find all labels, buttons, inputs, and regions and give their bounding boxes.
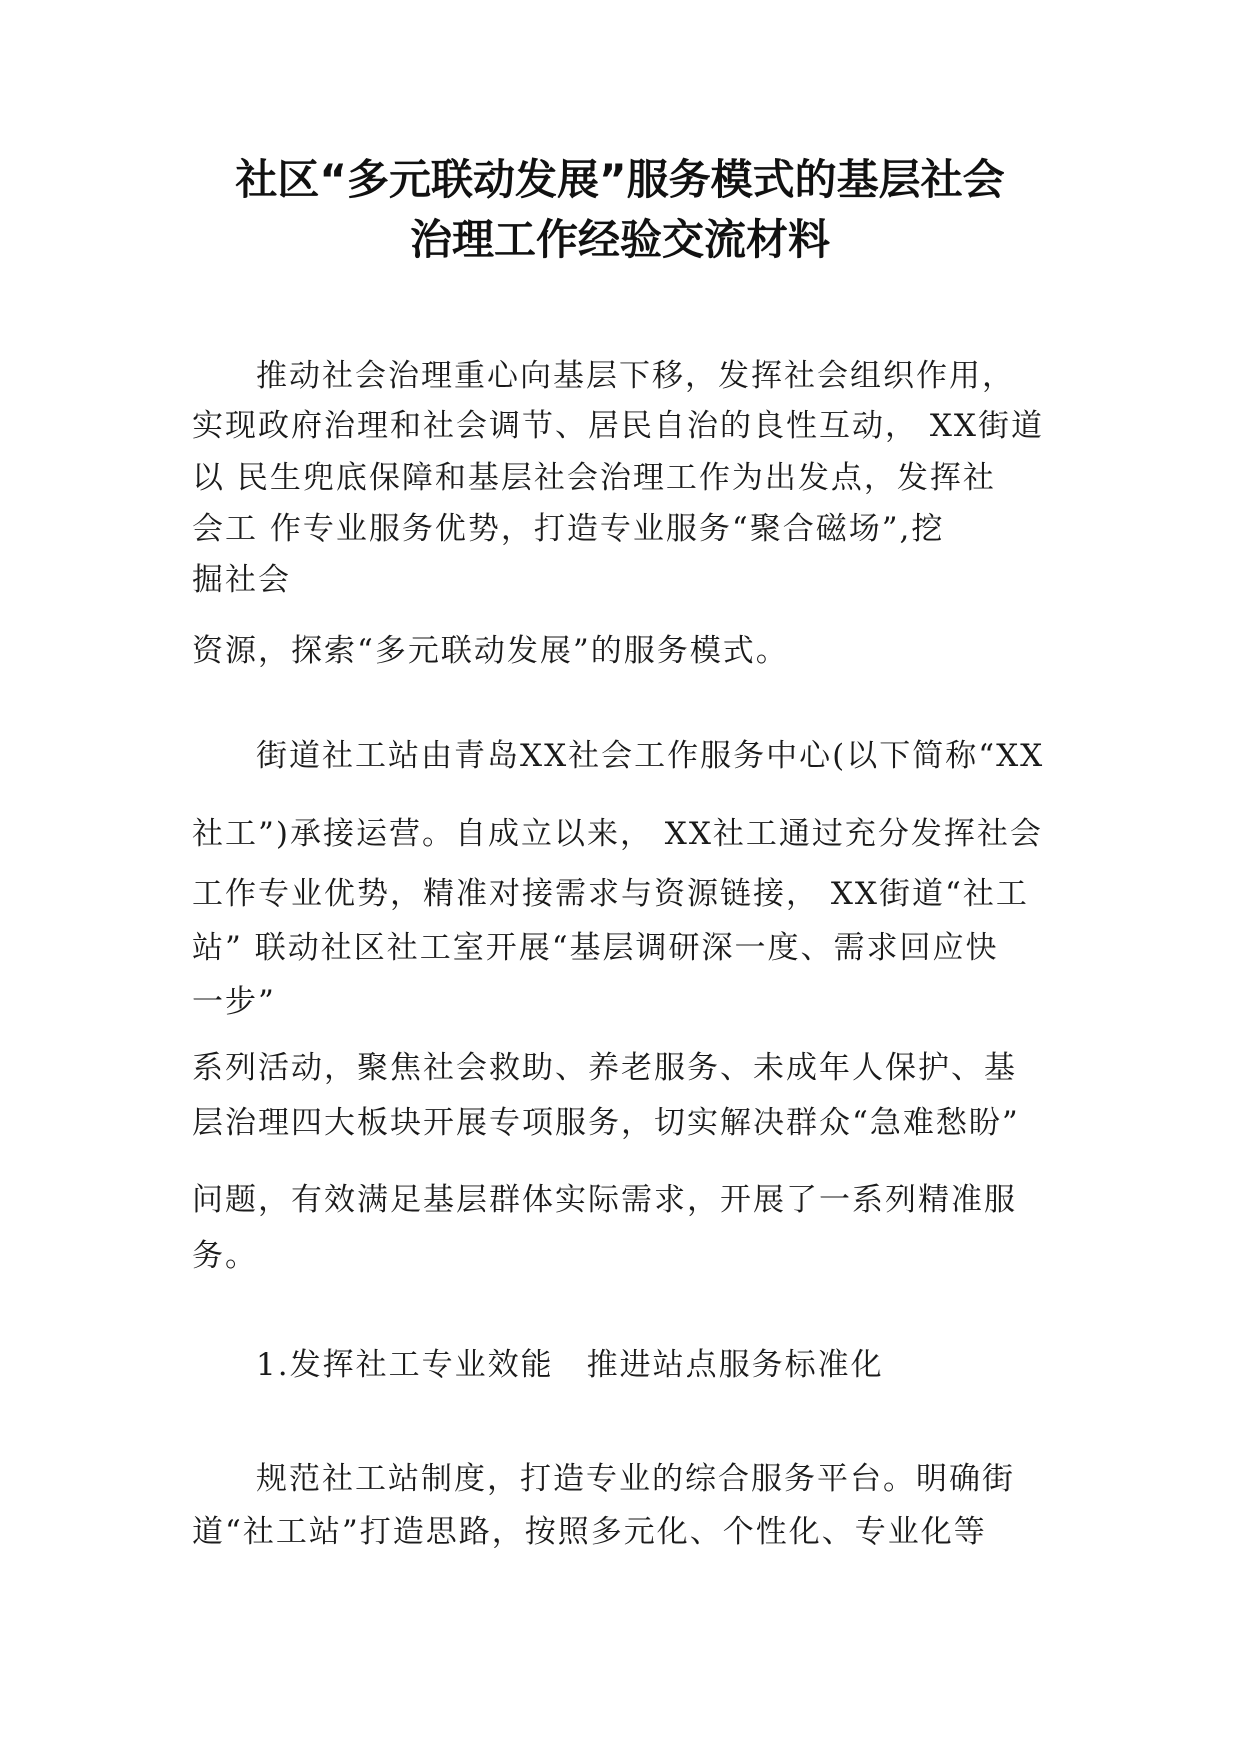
paragraph-2-line-8: 问题，有效满足基层群体实际需求，开展了一系列精准服 [192, 1182, 1017, 1218]
paragraph-2-line-1: 街道社工站由青岛XX社会工作服务中心(以下简称“XX [256, 738, 1045, 774]
paragraph-1-line-1: 推动社会治理重心向基层下移，发挥社会组织作用， [256, 358, 1015, 394]
paragraph-1-line-2: 实现政府治理和社会调节、居民自治的良性互动， XX街道 [192, 408, 1044, 444]
paragraph-2-line-9: 务。 [192, 1238, 258, 1274]
paragraph-2-line-5: 一步” [192, 984, 276, 1020]
paragraph-1-line-5: 掘社会 [192, 562, 291, 598]
paragraph-2-line-4: 站” 联动社区社工室开展“基层调研深一度、需求回应快 [192, 930, 999, 966]
section-heading-1: 1.发挥社工专业效能 推进站点服务标准化 [256, 1347, 884, 1383]
paragraph-3-line-2: 道“社工站”打造思路，按照多元化、个性化、专业化等 [192, 1514, 987, 1550]
paragraph-1-line-4: 会工 作专业服务优势，打造专业服务“聚合磁场”,挖 [192, 511, 945, 547]
paragraph-2-line-3: 工作专业优势，精准对接需求与资源链接， XX街道“社工 [192, 876, 1029, 912]
document-title-line-1: 社区“多元联动发展”服务模式的基层社会 [235, 155, 1005, 204]
paragraph-1-line-3: 以 民生兜底保障和基层社会治理工作为出发点，发挥社 [192, 460, 996, 496]
paragraph-3-line-1: 规范社工站制度，打造专业的综合服务平台。明确街 [256, 1461, 1015, 1497]
paragraph-1-line-6: 资源，探索“多元联动发展”的服务模式。 [192, 633, 789, 669]
paragraph-2-line-7: 层治理四大板块开展专项服务，切实解决群众“急难愁盼” [192, 1105, 1020, 1141]
paragraph-2-line-2: 社工”)承接运营。自成立以来， XX社工通过充分发挥社会 [192, 816, 1043, 852]
document-title-line-2: 治理工作经验交流材料 [409, 215, 830, 264]
paragraph-2-line-6: 系列活动，聚焦社会救助、养老服务、未成年人保护、基 [192, 1050, 1017, 1086]
